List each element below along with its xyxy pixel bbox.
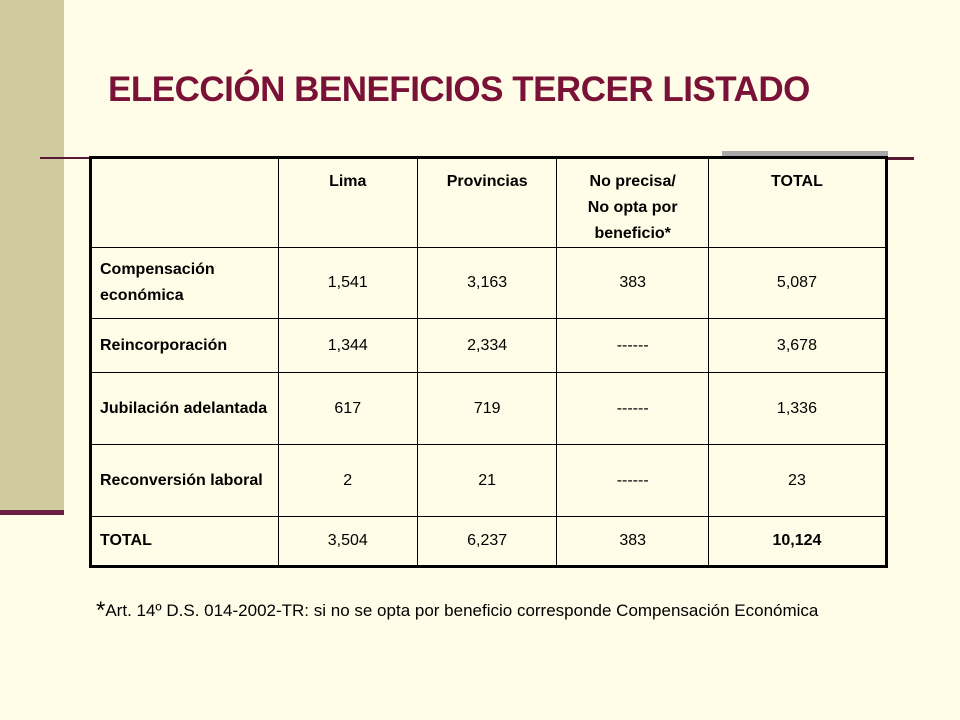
cell-provincias: 3,163: [417, 248, 557, 319]
row-label: Reconversión laboral: [91, 445, 279, 517]
table-row: [91, 445, 887, 517]
cell-no-precisa: 383: [557, 248, 708, 319]
cell-grand-total: 10,124: [708, 517, 886, 567]
table-header-row: [91, 158, 887, 248]
cell-provincias: 6,237: [417, 517, 557, 567]
table-total-row: [91, 517, 887, 567]
cell-no-precisa: 383: [557, 517, 708, 567]
cell-lima: 2: [278, 445, 417, 517]
side-decoration-bar: [0, 0, 64, 512]
row-label: TOTAL: [91, 517, 279, 567]
table-row: [91, 248, 887, 319]
cell-no-precisa: ------: [557, 373, 708, 445]
cell-total: 3,678: [708, 319, 886, 373]
column-header-lima: Lima: [278, 158, 417, 248]
cell-total: 1,336: [708, 373, 886, 445]
cell-no-precisa: ------: [557, 445, 708, 517]
side-decoration-bar-cap: [0, 510, 64, 515]
title-divider-left: [40, 157, 90, 159]
footnote: [96, 596, 818, 625]
column-header-no-precisa: No precisa/ No opta por beneficio*: [557, 158, 708, 248]
cell-total: 5,087: [708, 248, 886, 319]
row-label: Jubilación adelantada: [91, 373, 279, 445]
title-divider-right-dark: [888, 157, 914, 160]
slide-title: ELECCIÓN BENEFICIOS TERCER LISTADO: [108, 70, 810, 109]
column-header-provincias: Provincias: [417, 158, 557, 248]
cell-provincias: 2,334: [417, 319, 557, 373]
cell-lima: 1,541: [278, 248, 417, 319]
benefits-table: [89, 156, 888, 568]
cell-lima: 3,504: [278, 517, 417, 567]
header-empty-cell: [91, 158, 279, 248]
cell-provincias: 719: [417, 373, 557, 445]
footnote-text: Art. 14º D.S. 014-2002-TR: si no se opta por beneficio corresponde Compensación Económica: [105, 601, 819, 620]
cell-lima: 617: [278, 373, 417, 445]
table-row: [91, 373, 887, 445]
table-row: [91, 319, 887, 373]
cell-provincias: 21: [417, 445, 557, 517]
row-label: Reincorporación: [91, 319, 279, 373]
cell-total: 23: [708, 445, 886, 517]
column-header-total: TOTAL: [708, 158, 886, 248]
cell-no-precisa: ------: [557, 319, 708, 373]
row-label: Compensación económica: [91, 248, 279, 319]
footnote-marker: *: [96, 597, 106, 624]
cell-lima: 1,344: [278, 319, 417, 373]
